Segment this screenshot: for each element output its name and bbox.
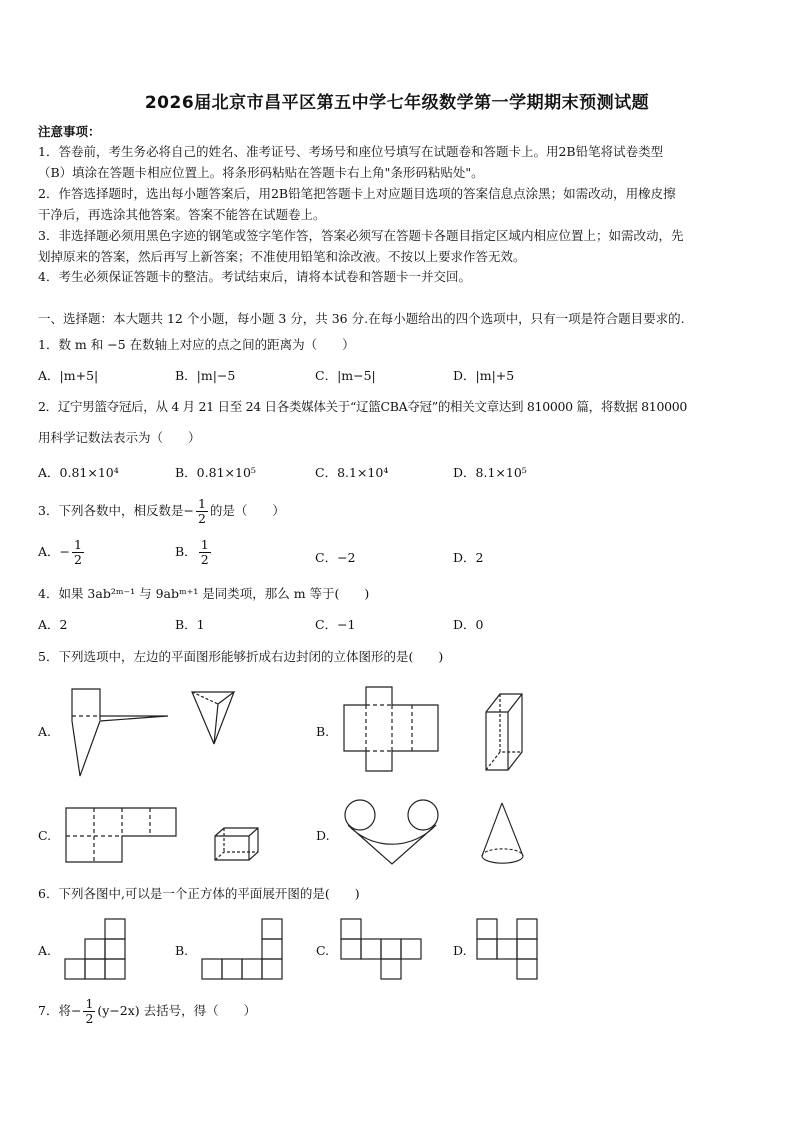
- q3-b-label: B．: [175, 544, 197, 559]
- question-2-stem: 2．辽宁男篮夺冠后，从 4 月 21 日至 24 日各类媒体关于“辽篮CBA夺冠”的相关文章达到 810000 篇，将数据 810000: [38, 399, 688, 414]
- q3-option-b[interactable]: [175, 538, 213, 567]
- question-7-stem: [38, 997, 256, 1026]
- q5-c-cube-figure: [212, 826, 262, 864]
- q2-option-d[interactable]: D．8.1×10⁵: [453, 465, 527, 480]
- q3-a-label: A．−: [38, 544, 71, 559]
- q6-label-a[interactable]: A.: [38, 943, 52, 958]
- q3-a-fraction: [72, 538, 84, 567]
- q3-option-c[interactable]: C．−2: [315, 550, 356, 565]
- q3-option-d[interactable]: D．2: [453, 550, 484, 565]
- q5-d-net-figure: [340, 798, 444, 868]
- q5-a-pyramid-figure: [188, 688, 238, 750]
- q7-fraction: [83, 997, 95, 1026]
- q3-b-fraction: [199, 538, 211, 567]
- q5-b-net-figure: [342, 685, 442, 773]
- notice-heading: 注意事项：: [38, 124, 101, 139]
- q3-stem-pre: 3．下列各数中，相反数是−: [38, 503, 194, 518]
- q5-d-cone-figure: [478, 800, 528, 866]
- section-heading: 一、选择题：本大题共 12 个小题，每小题 3 分，共 36 分.在每小题给出的四个选项中，只有一项是符合题目要求的.: [38, 311, 685, 326]
- q6-label-c[interactable]: C.: [316, 943, 330, 958]
- q2-option-a[interactable]: A．0.81×10⁴: [38, 465, 119, 480]
- notice-line: 3．非选择题必须用黑色字迹的钢笔或签字笔作答，答案必须写在答题卡各题目指定区域内相应位置上；如需改动，先: [38, 228, 684, 243]
- q5-a-net-figure: [64, 688, 172, 778]
- q4-option-b[interactable]: B．1: [175, 617, 205, 632]
- q3-a-num: 1: [74, 537, 82, 552]
- q2-option-c[interactable]: C．8.1×10⁴: [315, 465, 389, 480]
- q6-c-net-figure: [340, 918, 424, 982]
- q6-label-b[interactable]: B.: [175, 943, 189, 958]
- q1-option-b[interactable]: B．|m|−5: [175, 368, 236, 383]
- q7-frac-num: 1: [85, 996, 94, 1011]
- q3-frac-den: 2: [197, 511, 206, 526]
- q3-frac-num: 1: [197, 496, 206, 511]
- q5-label-a[interactable]: A.: [38, 724, 52, 739]
- q5-label-d[interactable]: D.: [316, 828, 330, 843]
- q7-pre: 7．将−: [38, 1003, 82, 1018]
- page-title: 2026届北京市昌平区第五中学七年级数学第一学期期末预测试题: [144, 93, 650, 113]
- q3-a-den: 2: [74, 552, 82, 567]
- question-4-stem: 4．如果 3ab²ᵐ⁻¹ 与 9abᵐ⁺¹ 是同类项，那么 m 等于( ): [38, 586, 370, 601]
- q3-b-den: 2: [200, 552, 209, 567]
- notice-line: 划掉原来的答案，然后再写上新答案；不准使用铅笔和涂改液。不按以上要求作答无效。: [38, 249, 526, 264]
- q5-label-b[interactable]: B.: [316, 724, 330, 739]
- question-2-stem-cont: 用科学记数法表示为（ ）: [38, 430, 201, 445]
- question-1-stem: 1．数 m 和 −5 在数轴上对应的点之间的距离为（ ）: [38, 337, 355, 352]
- question-3-stem: [38, 497, 285, 526]
- q3-stem-post: 的是（ ）: [209, 503, 285, 518]
- q2-option-b[interactable]: B．0.81×10⁵: [175, 465, 256, 480]
- q4-option-a[interactable]: A．2: [38, 617, 68, 632]
- q1-option-c[interactable]: C．|m−5|: [315, 368, 376, 383]
- q1-option-d[interactable]: D．|m|+5: [453, 368, 515, 383]
- q7-post: (y−2x) 去括号，得（ ）: [97, 1003, 257, 1018]
- q6-a-net-figure: [64, 918, 128, 982]
- q3-option-a[interactable]: [38, 538, 86, 567]
- question-6-stem: 6．下列各图中,可以是一个正方体的平面展开图的是( ): [38, 886, 360, 901]
- q5-c-net-figure: [64, 806, 180, 864]
- q3-b-num: 1: [200, 537, 209, 552]
- q5-label-c[interactable]: C.: [38, 828, 52, 843]
- notice-line: 1．答卷前，考生务必将自己的姓名、准考证号、考场号和座位号填写在试题卷和答题卡上。用2B铅笔将试卷类型: [38, 144, 664, 159]
- q1-option-a[interactable]: A．|m+5|: [38, 368, 99, 383]
- notice-line: 4．考生必须保证答题卡的整洁。考试结束后，请将本试卷和答题卡一并交回。: [38, 269, 471, 284]
- q6-d-net-figure: [476, 918, 540, 982]
- notice-line: （B）填涂在答题卡相应位置上。将条形码粘贴在答题卡右上角"条形码粘贴处"。: [38, 165, 484, 180]
- q6-label-d[interactable]: D.: [453, 943, 467, 958]
- q7-frac-den: 2: [85, 1011, 94, 1026]
- notice-line: 2．作答选择题时，选出每小题答案后，用2B铅笔把答题卡上对应题目选项的答案信息点涂黑；如需改动，用橡皮擦: [38, 186, 676, 201]
- notice-line: 干净后，再选涂其他答案。答案不能答在试题卷上。: [38, 207, 326, 222]
- question-5-stem: 5．下列选项中，左边的平面图形能够折成右边封闭的立体图形的是( ): [38, 649, 444, 664]
- q3-fraction: [196, 497, 208, 526]
- q4-option-d[interactable]: D．0: [453, 617, 484, 632]
- q4-option-c[interactable]: C．−1: [315, 617, 356, 632]
- q6-b-net-figure: [201, 918, 285, 982]
- q5-b-prism-figure: [482, 690, 526, 772]
